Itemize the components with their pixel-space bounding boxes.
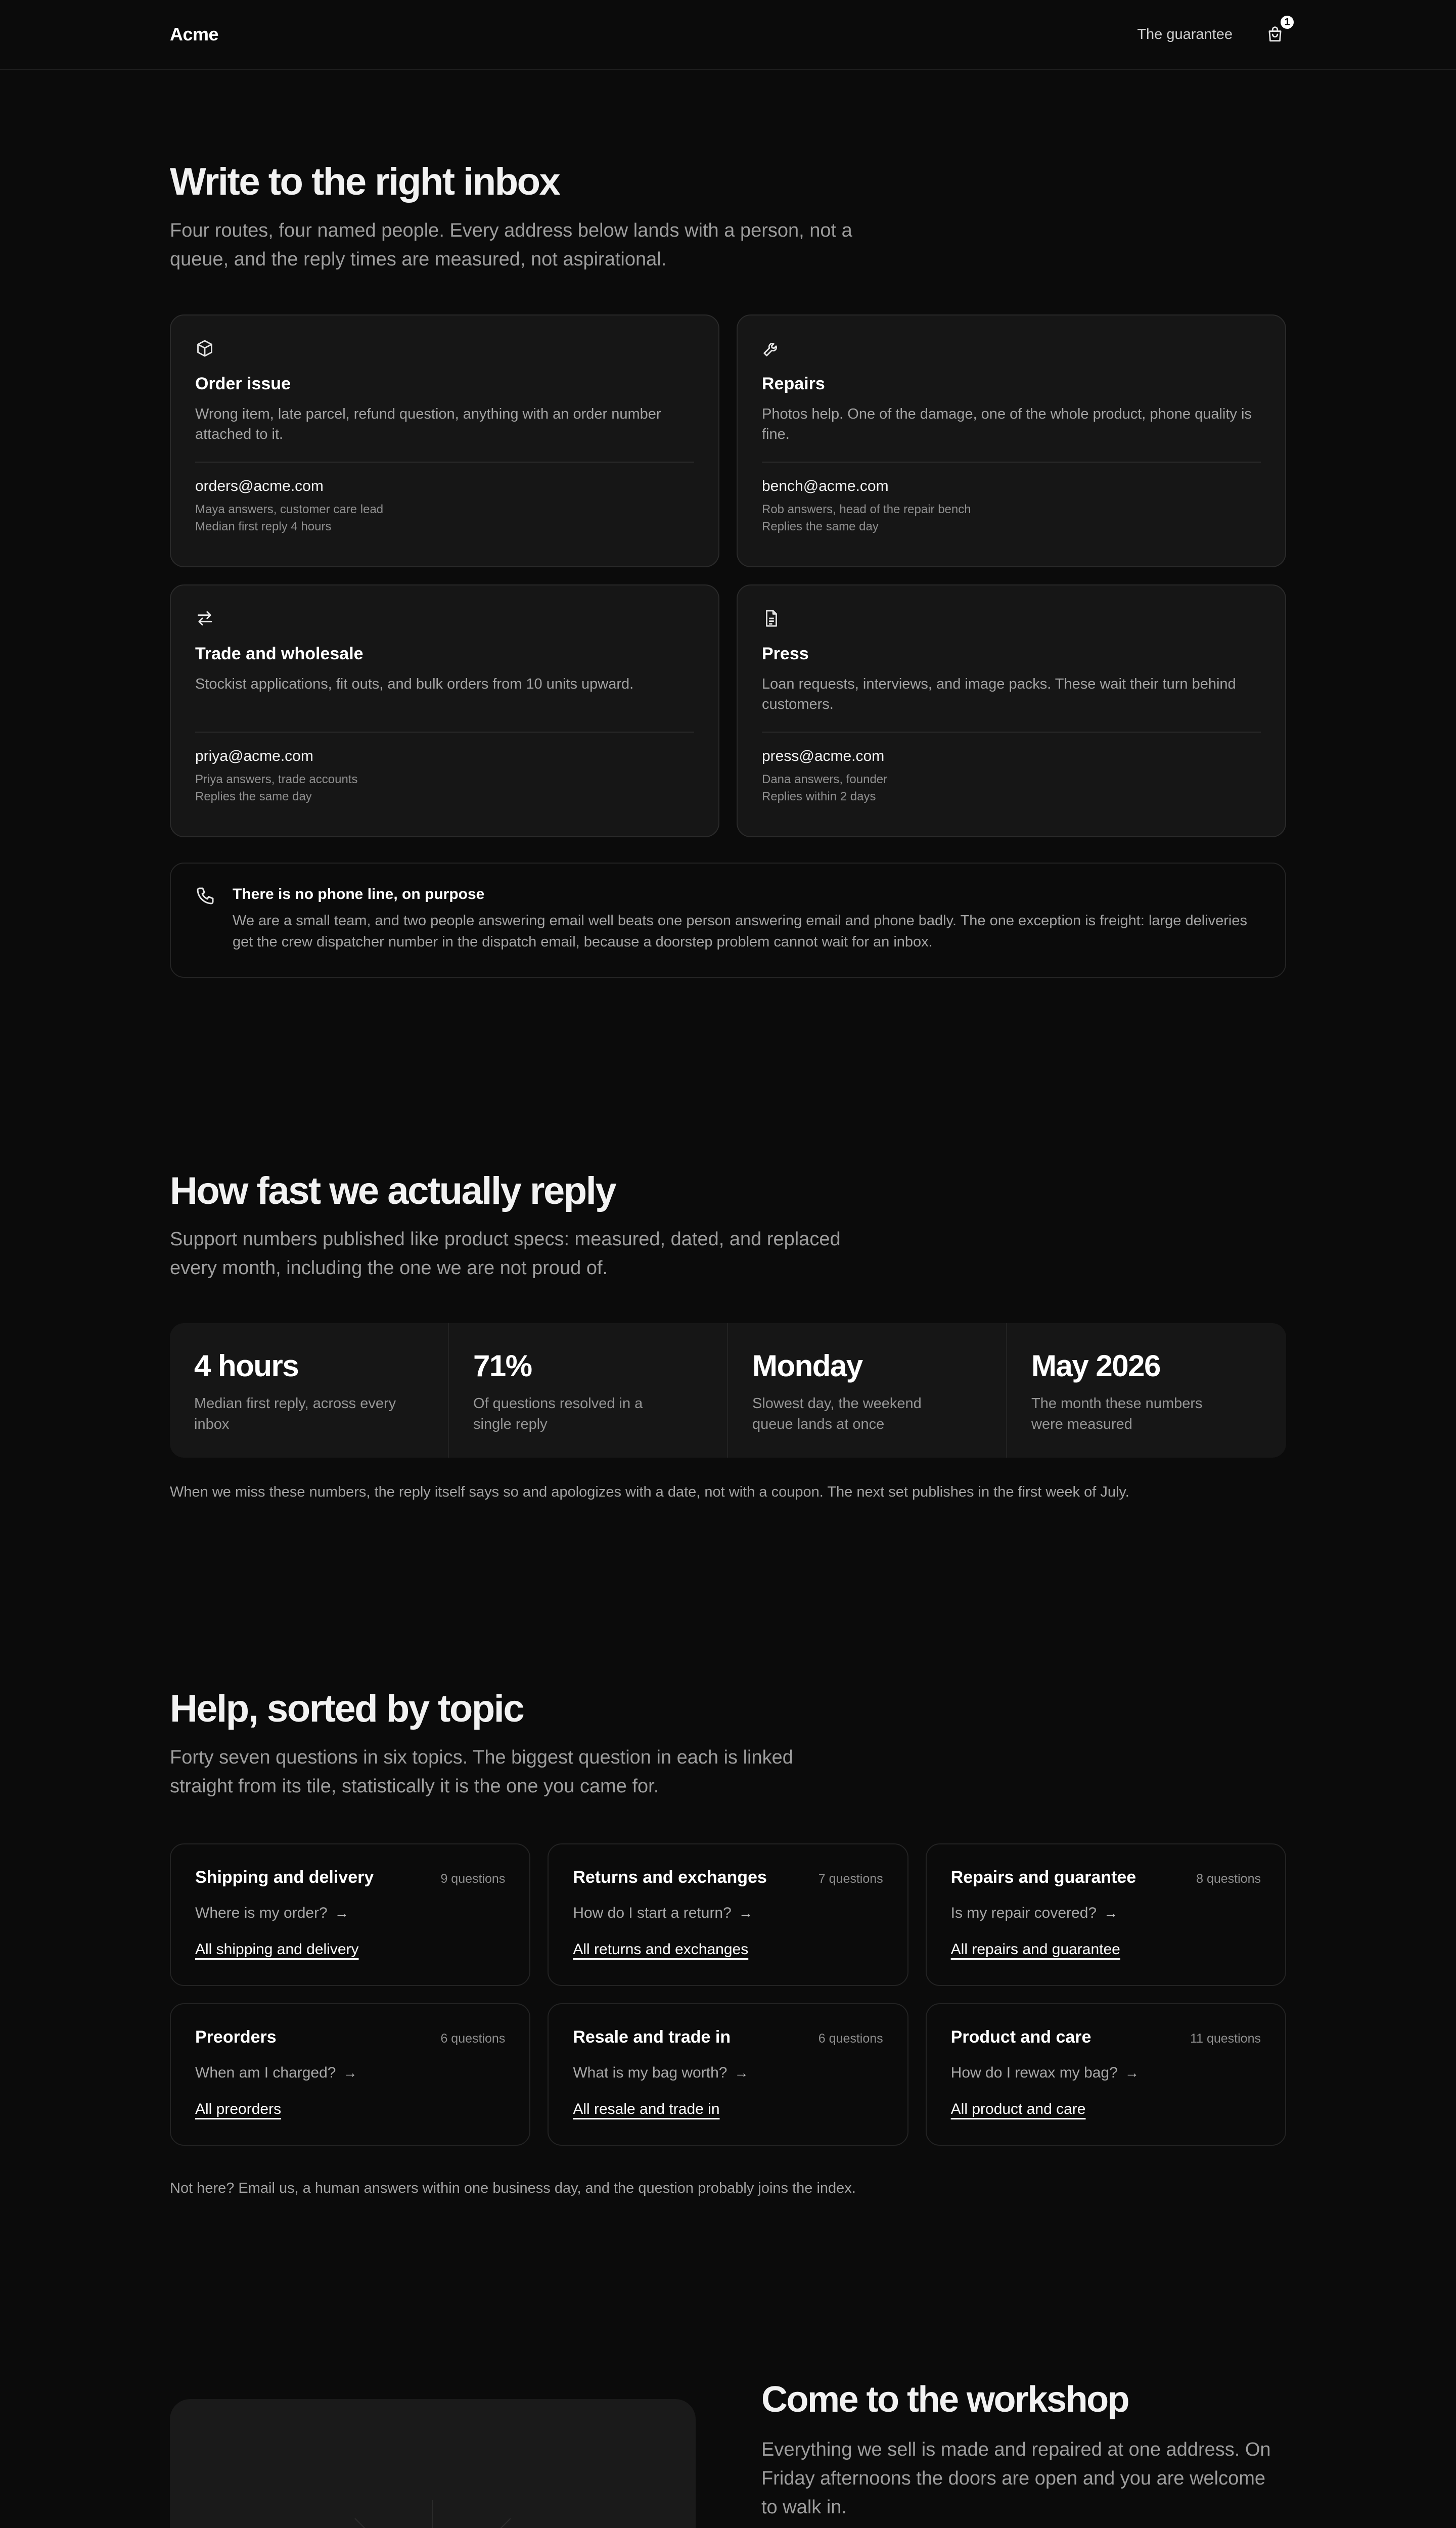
site-header bbox=[0, 0, 1456, 70]
stat-slowest-day bbox=[728, 1323, 1007, 1458]
route-title: Repairs bbox=[762, 374, 825, 393]
topic-card-resale bbox=[548, 2003, 908, 2146]
route-owner: Dana answers, founder bbox=[762, 772, 888, 786]
top-question-text: How do I start a return? bbox=[573, 1904, 732, 1921]
stat-label: Slowest day, the weekend queue lands at once bbox=[752, 1395, 922, 1432]
topic-all-link[interactable]: All repairs and guarantee bbox=[950, 1940, 1120, 1958]
route-card-press bbox=[737, 584, 1286, 837]
top-question-link[interactable] bbox=[951, 2064, 1261, 2082]
nav-link-guarantee[interactable]: The guarantee bbox=[1137, 26, 1233, 42]
stat-value: 71% bbox=[473, 1349, 532, 1383]
route-description: Wrong item, late parcel, refund question, anything with an order number attached to it. bbox=[195, 405, 661, 443]
route-card-trade bbox=[170, 584, 719, 837]
route-grid bbox=[170, 314, 1286, 837]
topic-count: 7 questions bbox=[818, 1871, 883, 1886]
package-icon bbox=[195, 339, 214, 358]
route-title: Trade and wholesale bbox=[195, 644, 363, 663]
notice-title: There is no phone line, on purpose bbox=[233, 885, 485, 902]
topic-all-link[interactable]: All product and care bbox=[950, 2100, 1086, 2117]
workshop-title: Come to the workshop bbox=[761, 2379, 1129, 2420]
route-reply-time: Replies the same day bbox=[762, 520, 879, 534]
top-question-link[interactable] bbox=[573, 1905, 883, 1922]
reply-title: How fast we actually reply bbox=[170, 1169, 616, 1212]
topic-count: 9 questions bbox=[440, 1871, 506, 1886]
top-question-link[interactable] bbox=[195, 1905, 505, 1922]
stat-resolved bbox=[449, 1323, 728, 1458]
topic-all-link[interactable]: All preorders bbox=[195, 2100, 282, 2117]
phone-icon bbox=[195, 886, 215, 955]
route-owner: Rob answers, head of the repair bench bbox=[762, 502, 971, 516]
route-title: Press bbox=[762, 644, 809, 663]
arrow-right-icon: → bbox=[734, 2064, 749, 2081]
stats-panel bbox=[170, 1323, 1286, 1458]
notice-body: We are a small team, and two people answering email well beats one person answering email and phone badly. The one exception is freight: large deliveries get the crew dispatcher number in the dispatch email, because a doorstep problem cannot wait for an inbox. bbox=[233, 912, 1247, 950]
route-title: Order issue bbox=[195, 374, 291, 393]
wrench-icon bbox=[762, 339, 781, 358]
topic-all-link[interactable]: All shipping and delivery bbox=[195, 1940, 359, 1958]
route-owner: Maya answers, customer care lead bbox=[195, 502, 384, 516]
stat-label: The month these numbers were measured bbox=[1031, 1395, 1203, 1432]
route-email-link[interactable]: bench@acme.com bbox=[762, 477, 889, 494]
stat-label: Of questions resolved in a single reply bbox=[473, 1395, 643, 1432]
arrow-right-icon: → bbox=[1104, 1905, 1118, 1921]
route-email-link[interactable]: orders@acme.com bbox=[195, 477, 324, 494]
arrow-right-icon: → bbox=[738, 1905, 753, 1921]
reply-speed-section bbox=[0, 978, 1456, 1501]
top-question-text: Where is my order? bbox=[195, 1904, 328, 1921]
arrows-swap-icon bbox=[195, 609, 214, 628]
topic-count: 11 questions bbox=[1190, 2031, 1261, 2046]
document-icon bbox=[762, 609, 781, 628]
topic-grid bbox=[170, 1843, 1286, 2146]
topic-card-returns bbox=[548, 1843, 908, 1986]
topic-title: Product and care bbox=[950, 2027, 1091, 2047]
route-description: Loan requests, interviews, and image packs. These wait their turn behind customers. bbox=[762, 675, 1236, 713]
top-question-text: How do I rewax my bag? bbox=[950, 2064, 1118, 2081]
topic-title: Shipping and delivery bbox=[195, 1867, 374, 1887]
no-phone-notice bbox=[170, 863, 1286, 978]
topics-lede: Forty seven questions in six topics. The biggest question in each is linked straight from its tile, statistically it is the one you came for. bbox=[170, 1746, 793, 1797]
cart-count-badge: 1 bbox=[1279, 14, 1295, 30]
top-question-link[interactable] bbox=[573, 2064, 883, 2082]
arrow-right-icon: → bbox=[343, 2064, 357, 2081]
workshop-section bbox=[0, 2197, 1456, 2528]
route-reply-time: Median first reply 4 hours bbox=[195, 520, 332, 534]
divider bbox=[762, 462, 1261, 463]
arrow-right-icon: → bbox=[334, 1905, 349, 1921]
stat-label: Median first reply, across every inbox bbox=[194, 1395, 396, 1432]
stat-value: Monday bbox=[752, 1349, 862, 1383]
stat-value: 4 hours bbox=[194, 1349, 299, 1383]
cart-button[interactable] bbox=[1264, 16, 1290, 46]
route-card-order-issue bbox=[170, 314, 719, 567]
route-owner: Priya answers, trade accounts bbox=[195, 772, 358, 786]
route-card-repairs bbox=[737, 314, 1286, 567]
route-email-link[interactable]: press@acme.com bbox=[762, 747, 885, 764]
topic-count: 8 questions bbox=[1196, 1871, 1261, 1886]
stat-median-reply bbox=[170, 1323, 449, 1458]
reply-note: When we miss these numbers, the reply itself says so and apologizes with a date, not with a coupon. The next set publishes in the first week of July. bbox=[170, 1484, 1129, 1501]
route-description: Photos help. One of the damage, one of the whole product, phone quality is fine. bbox=[762, 405, 1252, 443]
logo[interactable]: Acme bbox=[170, 24, 219, 44]
topic-title: Returns and exchanges bbox=[573, 1867, 767, 1887]
route-reply-time: Replies the same day bbox=[195, 790, 312, 804]
top-question-link[interactable] bbox=[195, 2064, 505, 2082]
topic-all-link[interactable]: All returns and exchanges bbox=[573, 1940, 749, 1958]
topic-all-link[interactable]: All resale and trade in bbox=[573, 2100, 720, 2117]
stat-value: May 2026 bbox=[1031, 1349, 1160, 1383]
topic-count: 6 questions bbox=[818, 2031, 883, 2046]
topic-card-product-care bbox=[926, 2003, 1286, 2146]
reply-lede: Support numbers published like product specs: measured, dated, and replaced every month, including the one we are not proud of. bbox=[170, 1229, 841, 1279]
topic-card-repairs bbox=[926, 1843, 1286, 1986]
route-description: Stockist applications, fit outs, and bulk orders from 10 units upward. bbox=[195, 675, 634, 692]
arrow-right-icon: → bbox=[1124, 2064, 1139, 2081]
stat-measured-month bbox=[1007, 1323, 1286, 1458]
topic-title: Repairs and guarantee bbox=[950, 1867, 1136, 1887]
divider bbox=[195, 732, 694, 733]
top-question-link[interactable] bbox=[951, 1905, 1261, 1922]
topics-note: Not here? Email us, a human answers within one business day, and the question probably joins the index. bbox=[170, 2180, 856, 2196]
topics-title: Help, sorted by topic bbox=[170, 1687, 524, 1731]
inbox-title: Write to the right inbox bbox=[170, 160, 560, 203]
divider bbox=[195, 462, 694, 463]
placeholder-rays bbox=[170, 2399, 696, 2528]
inbox-lede: Four routes, four named people. Every address below lands with a person, not a queue, and the reply times are measured, not aspirational. bbox=[170, 219, 852, 270]
topics-section bbox=[0, 1501, 1456, 2197]
workshop-image-placeholder bbox=[170, 2399, 696, 2528]
route-email-link[interactable]: priya@acme.com bbox=[195, 747, 313, 764]
topic-count: 6 questions bbox=[440, 2031, 506, 2046]
topic-title: Preorders bbox=[195, 2027, 277, 2047]
workshop-lede: Everything we sell is made and repaired at one address. On Friday afternoons the doors are open and you are welcome to walk in. bbox=[761, 2439, 1271, 2518]
top-question-text: What is my bag worth? bbox=[573, 2064, 727, 2081]
route-reply-time: Replies within 2 days bbox=[762, 790, 876, 804]
inbox-section bbox=[0, 70, 1456, 978]
top-question-text: Is my repair covered? bbox=[950, 1904, 1097, 1921]
topic-card-shipping bbox=[170, 1843, 530, 1986]
top-question-text: When am I charged? bbox=[195, 2064, 336, 2081]
topic-title: Resale and trade in bbox=[573, 2027, 731, 2047]
topic-card-preorders bbox=[170, 2003, 530, 2146]
divider bbox=[762, 732, 1261, 733]
